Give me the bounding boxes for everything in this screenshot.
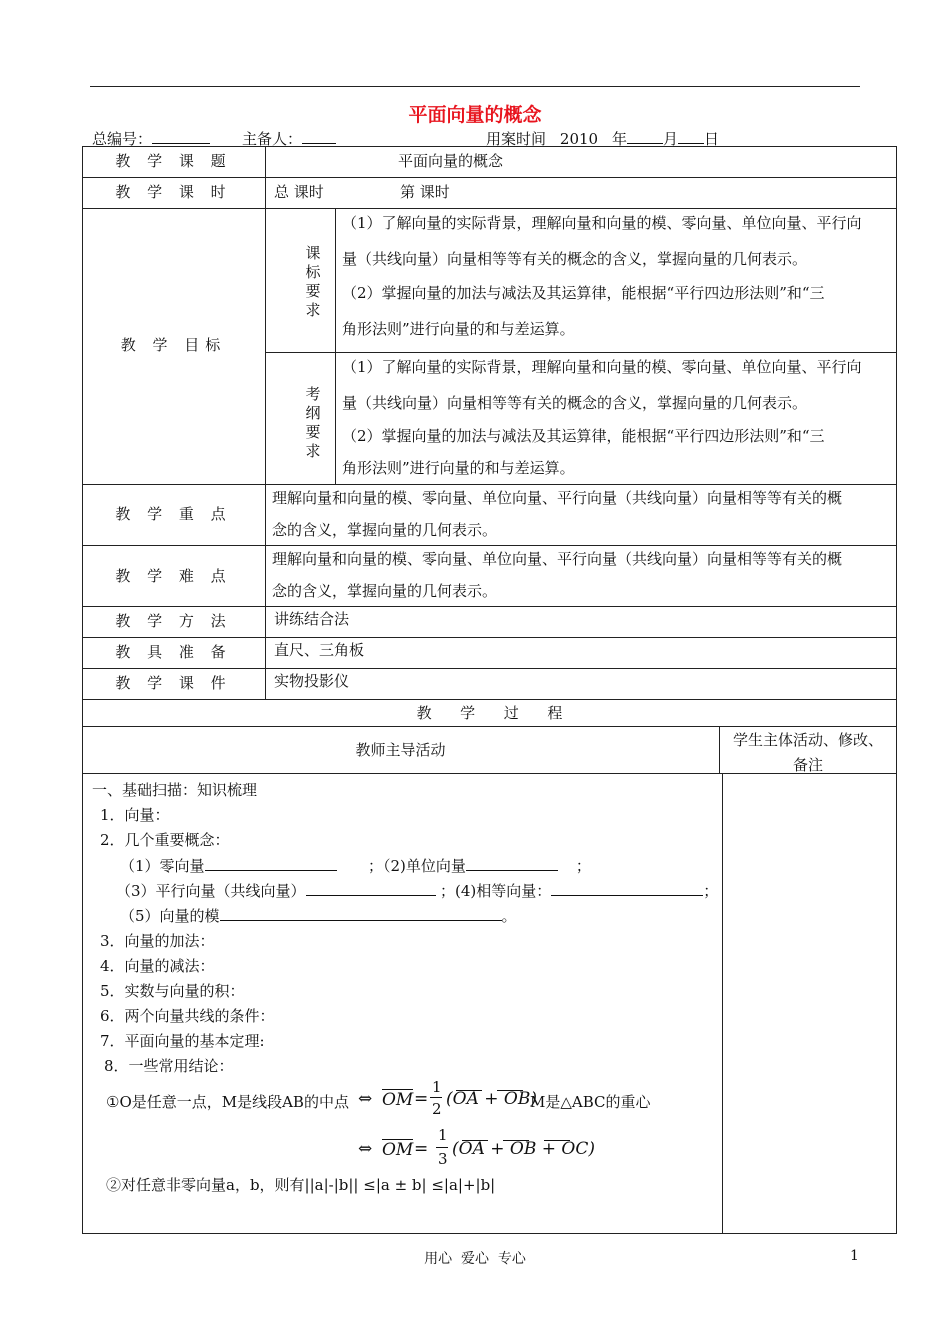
item-6: 6．两个向量共线的条件： [100,1007,275,1025]
magnitude-blank [220,904,502,921]
conclusion-2: ②对任意非零向量a，b，则有||a|-|b|| ≤|a ± b| ≤|a|+|b| [106,1176,496,1194]
month-unit: 月 [663,130,679,148]
page-title: 平面向量的概念 [408,104,542,126]
equals-2: = [414,1139,429,1159]
sub-5-period: 。 [501,907,517,925]
syllabus-text-2b: 角形法则”进行向量的和与差运算。 [342,459,575,477]
iff-symbol: ⇔ [358,1089,373,1109]
curriculum-text-1b: 量（共线向量）向量相等等有关的概念的含义，掌握向量的几何表示。 [342,250,808,268]
method-label: 教 学 方 法 [115,612,232,630]
sub-5 [120,904,517,926]
sub-5-label: （5）向量的模 [120,907,220,925]
month-blank [627,127,663,144]
sub-4 [440,879,718,901]
arrow-oc-2 [544,1140,570,1141]
arrow-ob-2 [503,1140,529,1141]
half-numerator: 1 [432,1078,442,1096]
sum-oa-ob: (OA + OB) [446,1089,537,1109]
iff-symbol-2: ⇔ [358,1139,373,1159]
preparer-label: 主备人： [242,130,303,148]
item-8: 8．一些常用结论： [104,1057,234,1075]
year-unit: 年 [612,130,628,148]
key-text-b: 念的含义，掌握向量的几何表示。 [272,521,498,539]
arrow-ob [497,1090,523,1091]
sub-3-label: （3）平行向量（共线向量） [116,882,306,900]
item-2: 2．几个重要概念： [100,831,230,849]
number-label: 总编号： [92,130,153,148]
equals: = [414,1089,429,1109]
curriculum-text-2b: 角形法则”进行向量的和与差运算。 [342,320,575,338]
student-label-a: 学生主体活动、修改、 [732,731,883,749]
syllabus-text-1a: （1）了解向量的实际背景，理解向量和向量的模、零向量、单位向量、平行向 [342,358,862,376]
conclusion-1-prefix: ①O是任意一点，M是线段AB的中点 [106,1093,349,1111]
syllabus-text-2a: （2）掌握向量的加法与减法及其运算律，能根据“平行四边形法则”和“三 [342,427,825,445]
conclusion-1-suffix: M是△ABC的重心 [530,1093,651,1111]
sub-2-label: ；（2)单位向量 [368,857,466,875]
preparer-blank [302,127,336,144]
key-text-a: 理解向量和向量的模、零向量、单位向量、平行向量（共线向量）向量相等等有关的概 [272,489,843,507]
difficulty-text-b: 念的含义，掌握向量的几何表示。 [272,582,498,600]
sub-2 [368,854,591,876]
rule [722,773,723,1234]
third-numerator: 1 [438,1126,448,1144]
goal-label: 教 学 目标 [120,336,227,354]
arrow-oa [456,1090,482,1091]
key-label: 教 学 重 点 [115,505,232,523]
vector-om: OM [382,1090,414,1110]
sub-2-semi: ； [575,857,591,875]
zero-vector-blank [205,854,337,871]
courseware-label: 教 学 课 件 [115,674,232,692]
page-number: 1 [850,1248,859,1264]
student-label-b: 备注 [792,756,823,774]
topic-value: 平面向量的概念 [398,152,504,170]
syllabus-text-1b: 量（共线向量）向量相等等有关的概念的含义，掌握向量的几何表示。 [342,394,808,412]
parallel-vector-blank [306,879,436,896]
day-unit: 日 [704,130,720,148]
fraction-bar-2 [436,1147,448,1148]
arrow-oa-2 [462,1140,488,1141]
item-1: 1．向量： [100,806,170,824]
number-blank [152,127,210,144]
sub-1-label: （1）零向量 [120,857,205,875]
sub-3 [116,879,436,901]
footer-motto: 用心 爱心 专心 [424,1251,526,1267]
equal-vector-blank [551,879,703,896]
unit-vector-blank [466,854,558,871]
date-label: 用案时间 [486,130,547,148]
curriculum-text-1a: （1）了解向量的实际背景，理解向量和向量的模、零向量、单位向量、平行向 [342,214,862,232]
fraction-bar [430,1097,442,1098]
hours-total: 总 课时 [274,183,324,201]
sub-4-label: ；(4)相等向量： [440,882,552,900]
sub-1 [120,854,337,876]
curriculum-label: 课标要求 [305,244,321,319]
syllabus-label: 考纲要求 [305,385,321,460]
difficulty-label: 教 学 难 点 [115,567,232,585]
header-rule [90,86,860,87]
rule [265,146,266,699]
tools-label: 教 具 准 备 [115,643,232,661]
section-heading: 一、基础扫描：知识梳理 [92,781,258,799]
third-denominator: 3 [438,1150,448,1168]
year-value: 2010 [546,130,612,147]
vector-om-2: OM [382,1140,414,1160]
rule [335,208,336,484]
tools-value: 直尺、三角板 [274,641,365,659]
half-denominator: 2 [432,1100,442,1118]
method-value: 讲练结合法 [274,610,350,628]
item-4: 4．向量的减法： [100,957,215,975]
day-blank [678,127,704,144]
courseware-value: 实物投影仪 [274,672,350,690]
sum-oa-ob-oc: (OA + OB + OC) [452,1139,595,1159]
topic-label: 教 学 课 题 [115,152,232,170]
process-label: 教 学 过 程 [416,704,563,722]
sub-4-semi: ； [703,882,719,900]
item-7: 7．平面向量的基本定理: [100,1032,265,1050]
curriculum-text-2a: （2）掌握向量的加法与减法及其运算律，能根据“平行四边形法则”和“三 [342,284,825,302]
hours-nth: 第 课时 [400,183,450,201]
hours-label: 教 学 课 时 [115,183,232,201]
teacher-label: 教师主导活动 [355,741,446,759]
item-3: 3．向量的加法： [100,932,215,950]
difficulty-text-a: 理解向量和向量的模、零向量、单位向量、平行向量（共线向量）向量相等等有关的概 [272,550,843,568]
item-5: 5．实数与向量的积： [100,982,245,1000]
